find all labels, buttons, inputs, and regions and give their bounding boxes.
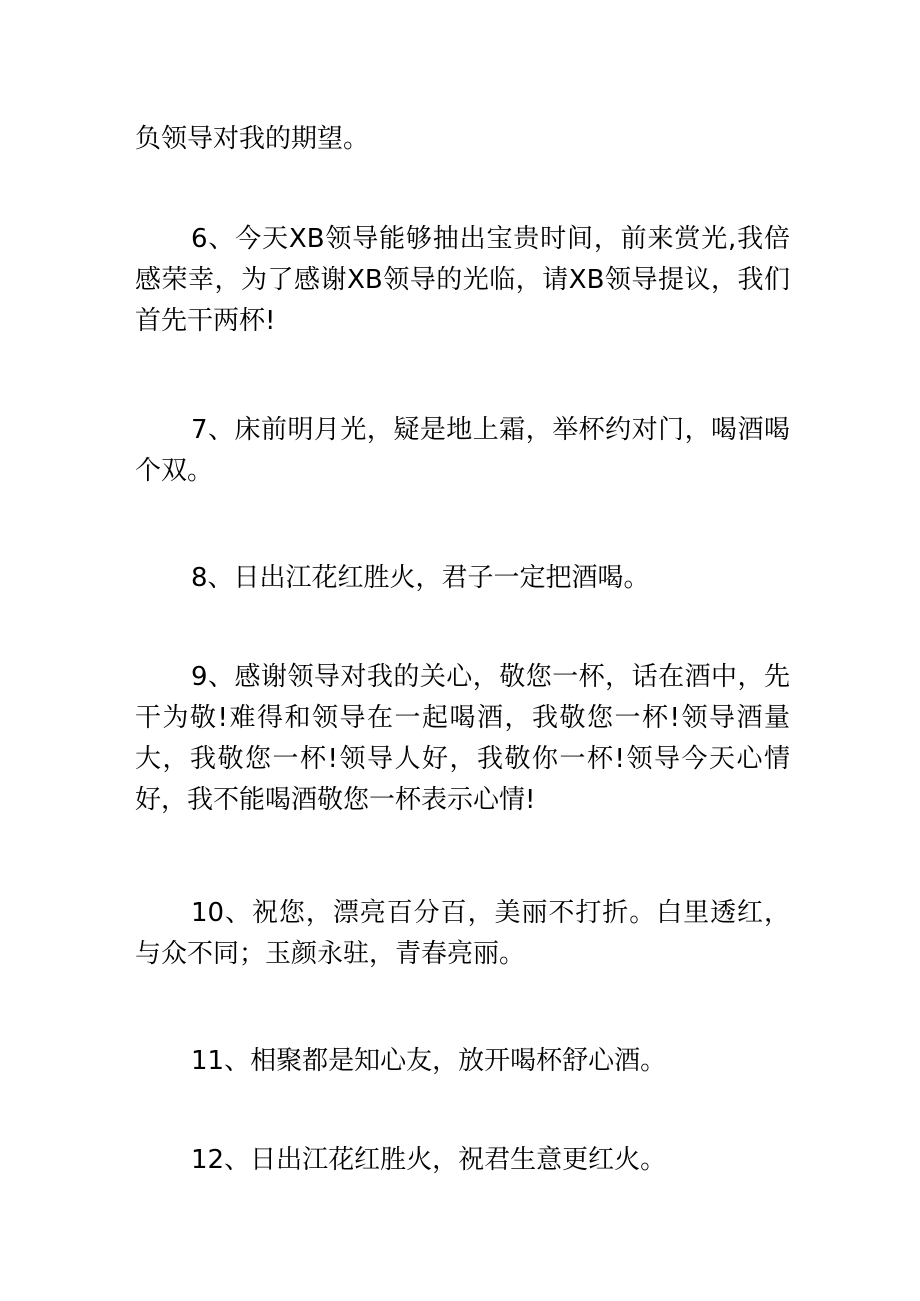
paragraph-item-8: 8、日出江花红胜火，君子一定把酒喝。 [191, 563, 650, 593]
paragraph-item-12: 12、日出江花红胜火，祝君生意更红火。 [191, 1145, 667, 1175]
paragraph-continuation: 负领导对我的期望。 [135, 124, 370, 154]
paragraph-item-7: 7、床前明月光，疑是地上霜，举杯约对门，喝酒喝个双。 [135, 415, 790, 486]
paragraph-item-10: 10、祝您，漂亮百分百，美丽不打折。白里透红，与众不同；玉颜永驻，青春亮丽。 [135, 898, 790, 969]
paragraph-item-6: 6、今天XB领导能够抽出宝贵时间，前来赏光,我倍感荣幸，为了感谢XB领导的光临，请XB领导提议，我们首先干两杯! [135, 224, 790, 336]
paragraph-item-11: 11、相聚都是知心友，放开喝杯舒心酒。 [191, 1046, 667, 1076]
paragraph-item-9: 9、感谢领导对我的关心，敬您一杯，话在酒中，先干为敬!难得和领导在一起喝酒，我敬您一杯!领导酒量大，我敬您一杯!领导人好，我敬你一杯!领导今天心情好，我不能喝酒敬您一杯表示心情! [135, 662, 790, 815]
